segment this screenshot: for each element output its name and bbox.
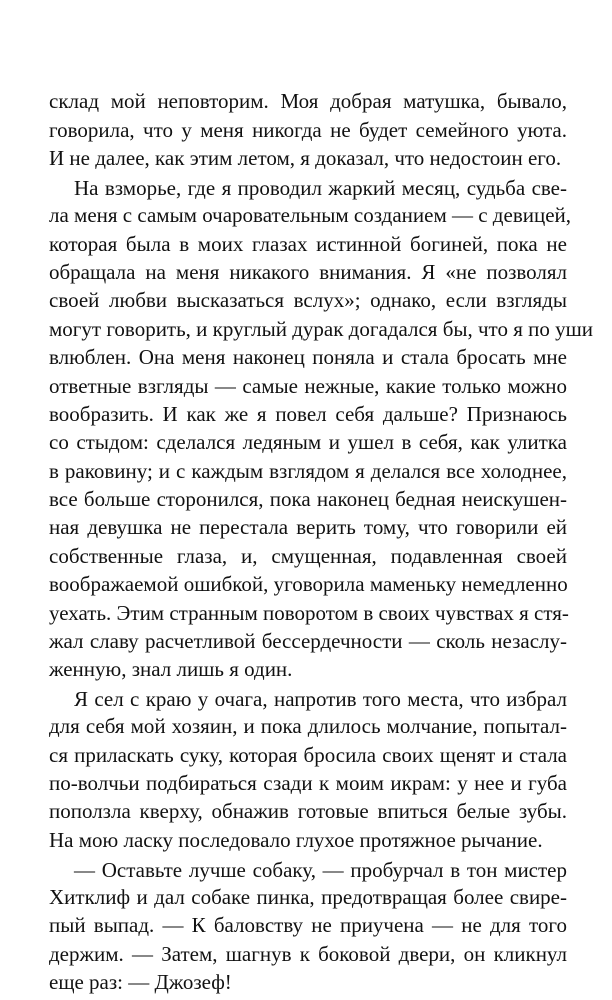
text-line: И не далее, как этим летом, я доказал, что недостоин его. (49, 146, 562, 170)
text-line: собственные глаза, и, смущенная, подавленная своей (49, 544, 567, 568)
text-line: все больше сторонился, пока наконец бедная неискушен- (49, 487, 567, 511)
text-line: влюблен. Она меня наконец поняла и стала бросать мне (49, 345, 567, 369)
text-line: ла меня с самым очаровательным созданием — с девицей, (49, 203, 572, 227)
paragraph-start-line: — Оставьте лучше собаку, — пробурчал в тон мистер (74, 858, 567, 882)
text-line: жал славу расчетливой бессердечности — сколь незаслу- (49, 629, 567, 653)
text-line: по-волчьи подбираться сзади к моим икрам: у нее и губа (49, 771, 567, 795)
text-line: своей любви высказаться вслух»; однако, если взгляды (49, 288, 567, 312)
text-line: могут говорить, и круглый дурак догадался бы, что я по уши (49, 317, 594, 341)
text-line: уехать. Этим странным поворотом в своих чувствах я стя- (49, 601, 569, 625)
paragraph-start-line: На взморье, где я проводил жаркий месяц, судьба све- (74, 176, 567, 200)
text-line: ся приласкать суку, которая бросила своих щенят и стала (49, 743, 567, 767)
text-line: вообразить. И как же я повел себя дальше? Признаюсь (49, 402, 567, 426)
paragraph-start-line: Я сел с краю у очага, напротив того места, что избрал (74, 687, 567, 711)
text-line: воображаемой ошибкой, уговорила маменьку немедленно (49, 572, 568, 596)
text-line: пый выпад. — К баловству не приучена — не для того (49, 913, 567, 937)
text-line: еще раз: — Джозеф! (49, 970, 232, 994)
text-line: ответные взгляды — самые нежные, какие только можно (49, 374, 567, 398)
text-line: держим. — Затем, шагнув к боковой двери, он кликнул (49, 942, 567, 966)
text-line: со стыдом: сделался ледяным и ушел в себя, как улитка (49, 430, 567, 454)
text-line: На мою ласку последовало глухое протяжное рычание. (49, 828, 543, 852)
text-line: женную, знал лишь я один. (49, 657, 293, 681)
text-line: Хитклиф и дал собаке пинка, предотвращая более свире- (49, 885, 567, 909)
text-line: обращала на меня никакого внимания. Я «не позволял (49, 260, 567, 284)
text-line: поползла кверху, обнажив готовые впиться белые зубы. (49, 799, 567, 823)
text-line: говорила, что у меня никогда не будет семейного уюта. (49, 118, 567, 142)
text-line: в раковину; и с каждым взглядом я делался все холоднее, (49, 459, 567, 483)
text-line: ная девушка не перестала верить тому, что говорили ей (49, 515, 567, 539)
text-line: склад мой неповторим. Моя добрая матушка, бывало, (49, 89, 567, 113)
text-line: которая была в моих глазах истинной богиней, пока не (49, 232, 567, 256)
text-line: для себя мой хозяин, и пока длилось молчание, попытал- (49, 714, 567, 738)
